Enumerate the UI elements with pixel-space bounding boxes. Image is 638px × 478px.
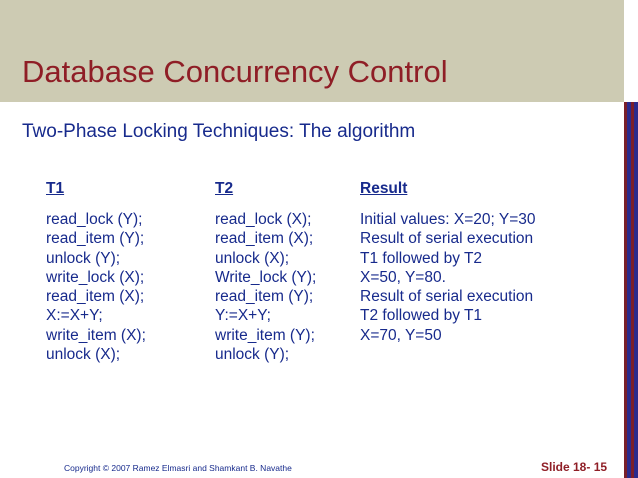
slide-title: Database Concurrency Control: [22, 54, 448, 89]
column-heading: T2: [215, 180, 234, 197]
column-line: write_item (Y);: [215, 326, 315, 344]
column-line: T2 followed by T1: [360, 307, 483, 325]
column-line: unlock (X);: [215, 249, 290, 267]
column-line: Write_lock (Y);: [215, 268, 317, 286]
column-line: unlock (Y);: [46, 249, 121, 267]
slide-number: Slide 18- 15: [541, 460, 608, 474]
column-t2: [215, 178, 316, 364]
column-line: read_lock (Y);: [46, 211, 143, 228]
column-line: write_item (X);: [46, 326, 146, 344]
slide-subtitle: Two-Phase Locking Techniques: The algorithm: [22, 121, 416, 142]
column-heading: T1: [46, 180, 65, 197]
column-line: unlock (X);: [46, 346, 121, 364]
column-line: X=50, Y=80.: [360, 268, 446, 286]
column-line: Result of serial execution: [360, 230, 534, 248]
column-line: X:=X+Y;: [46, 307, 103, 325]
column-line: read_item (Y);: [215, 288, 314, 306]
decorative-stripes: [624, 102, 638, 478]
column-heading: Result: [360, 180, 408, 197]
copyright-footer: Copyright © 2007 Ramez Elmasri and Shamkant B. Navathe: [64, 463, 292, 473]
column-result: [360, 178, 536, 345]
column-line: unlock (Y);: [215, 346, 290, 364]
column-t1: [46, 178, 146, 364]
column-line: read_lock (X);: [215, 211, 312, 228]
column-line: read_item (X);: [46, 288, 145, 306]
column-line: Result of serial execution: [360, 288, 534, 306]
column-line: write_lock (X);: [46, 268, 145, 286]
column-line: Y:=X+Y;: [215, 307, 271, 325]
column-line: X=70, Y=50: [360, 326, 442, 344]
column-line: T1 followed by T2: [360, 249, 483, 267]
column-line: Initial values: X=20; Y=30: [360, 211, 536, 228]
column-line: read_item (Y);: [46, 230, 145, 248]
column-line: read_item (X);: [215, 230, 314, 248]
